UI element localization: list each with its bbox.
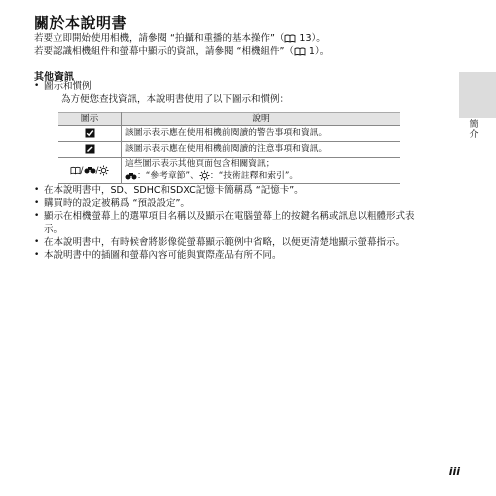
chapter-tab[interactable] [459,72,496,118]
tip-sun-icon [95,165,109,176]
list-item-text: 本說明書中的插圖和螢幕內容可能與實際產品有所不同。 [44,250,282,261]
cross-ref-desc-line: 這些圖示表示其他頁面包含相關資訊； [125,159,275,169]
table-row [58,142,400,158]
list-item-text: 在本說明書中，有時候會將影像從螢幕顯示範例中省略，以便更清楚地顯示螢幕指示。 [44,237,406,248]
list-item [34,184,426,197]
intro-line-2 [34,45,329,58]
table-header-description: 說明 [122,113,401,126]
bullet-dot: • [34,185,40,195]
slash-separator: / [80,165,84,176]
intro-text [34,32,329,58]
page-title: 關於本說明書 [34,14,128,32]
list-item-text: 在本說明書中，SD、SDHC和SDXC記憶卡簡稱爲 “記憶卡”。 [44,185,304,196]
notes-list [34,184,426,262]
bullet-dot: • [34,81,40,91]
table-header-row [58,113,400,126]
intro-line-1-text: 若要立即開始使用相機，請參閱 “拍攝和重播的基本操作”（ [34,33,285,44]
book-icon [294,45,306,58]
intro-line-1 [34,32,329,45]
other-info-heading: 其他資訊 [34,72,74,83]
bullet-dot: • [34,250,40,260]
chapter-tab-label[interactable] [468,120,480,140]
intro-line-2-page-ref[interactable]: 1）。 [305,46,330,57]
table-cell-icon [58,158,122,184]
intro-line-1-page-ref[interactable]: 13）。 [296,33,326,44]
table-cell-icon [58,142,122,158]
page-number: iii [448,465,460,478]
list-item [34,210,426,236]
slash-separator: / [95,165,99,176]
technical-notes-text: ：“技術註釋和索引”。 [209,171,299,181]
chapter-tab-char: 介 [469,130,479,140]
reference-chapter-text: ：“參考章節”、 [137,171,199,181]
bullet-dot: • [34,198,40,208]
table-cell-icon [58,126,122,142]
list-item-text: 顯示在相機螢幕上的選單項目名稱以及顯示在電腦螢幕上的按鍵名稱或訊息以粗體形式表示。 [44,211,415,235]
table-cell-description: 該圖示表示應在使用相機前閱讀的注意事項和資訊。 [122,142,401,158]
book-icon [284,32,296,45]
conventions-bullet [34,80,414,106]
binoculars-icon [125,171,137,181]
bullet-dot: • [34,237,40,247]
conventions-description: 為方便您查找資訊，本說明書使用了以下圖示和慣例： [61,94,290,105]
bullet-dot: • [34,211,40,221]
intro-line-2-text: 若要認識相機組件和螢幕中顯示的資訊，請參閱 “相機組件”（ [34,46,294,57]
table-cell-description: 該圖示表示應在使用相機前閱讀的警告事項和資訊。 [122,126,401,142]
binoculars-icon [84,166,96,176]
table-row [58,158,400,184]
list-item [34,249,426,262]
chapter-tab-char: 簡 [469,120,479,130]
warning-check-icon [85,128,95,138]
conventions-table [58,112,400,184]
list-item [34,80,414,106]
list-item-text: 購買時的設定被稱爲 “預設設定”。 [44,198,190,209]
cross-ref-desc-line [125,170,397,182]
tip-sun-icon [199,171,210,181]
table-cell-description [122,158,401,184]
list-item [34,236,426,249]
note-pencil-icon [85,144,95,154]
list-item [34,197,426,210]
book-icon [70,166,81,176]
table-header-icon: 圖示 [58,113,122,126]
conventions-title: 圖示和慣例 [44,81,92,92]
table-row [58,126,400,142]
